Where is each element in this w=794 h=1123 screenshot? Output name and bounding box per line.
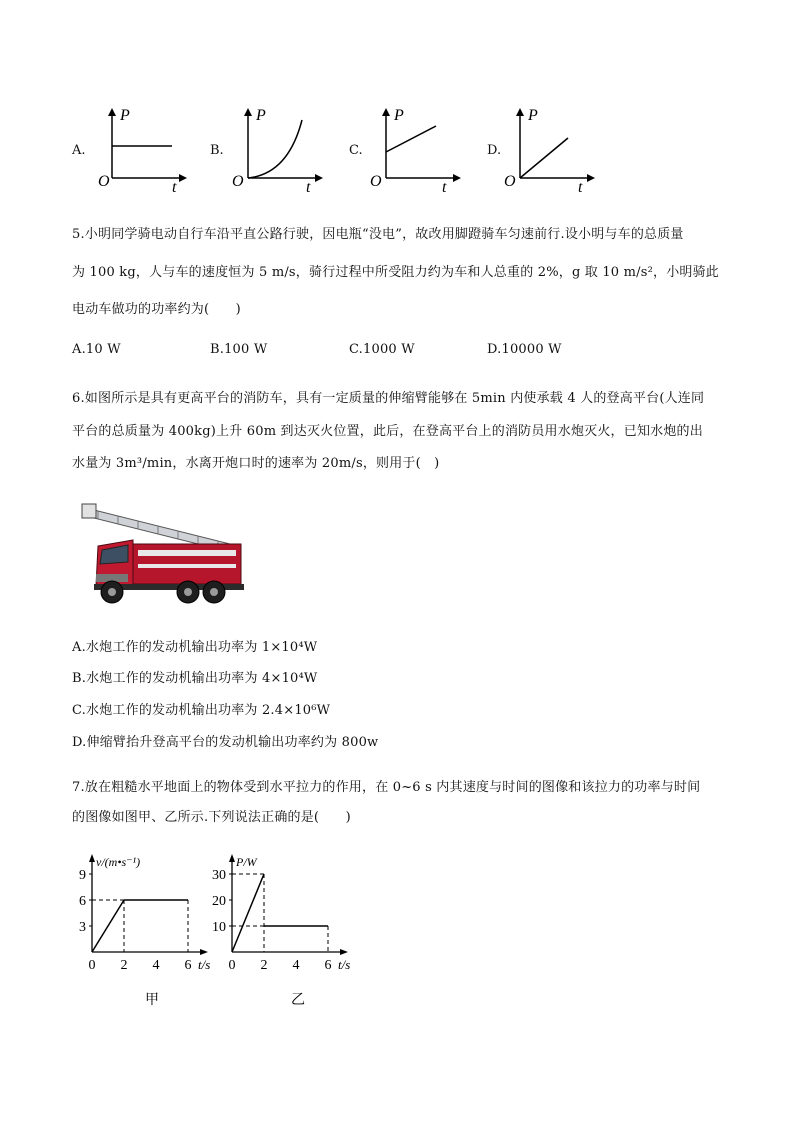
graph-d-curve bbox=[520, 138, 568, 178]
graph-a-xlabel: t bbox=[172, 179, 177, 195]
chart-yi-x-label: t/s bbox=[338, 957, 351, 972]
graph-c bbox=[366, 100, 466, 195]
chart-jia-x-label: t/s bbox=[198, 957, 211, 972]
chart-jia-y-tick-label: 3 bbox=[79, 920, 86, 935]
chart-yi-y-tick-label: 20 bbox=[212, 894, 226, 909]
option-b-label: B. bbox=[210, 143, 224, 158]
chart-yi-y-tick-label: 30 bbox=[212, 868, 226, 883]
graph-c-curve bbox=[386, 126, 436, 152]
q6-line-2: 平台的总质量为 400kg)上升 60m 到达灭火位置，此后，在登高平台上的消防员用水炮灭火，已知水炮的出 bbox=[72, 424, 703, 439]
option-c-label: C. bbox=[349, 143, 363, 158]
graph-b bbox=[228, 100, 328, 195]
graph-d-ylabel: P bbox=[528, 107, 538, 124]
chart-yi-x-tick-label: 2 bbox=[260, 958, 268, 973]
fire-truck-image bbox=[78, 498, 248, 608]
graph-b-ylabel: P bbox=[256, 107, 266, 124]
chart-jia-x-tick-label: 4 bbox=[152, 958, 160, 973]
chart-jia-y-tick-label: 9 bbox=[79, 868, 86, 883]
graph-d bbox=[500, 100, 600, 195]
graph-c-ylabel: P bbox=[394, 107, 404, 124]
graph-b-origin: O bbox=[232, 173, 244, 190]
chart-jia-caption: 甲 bbox=[145, 993, 159, 1008]
chart-yi-x-tick-label: 0 bbox=[228, 958, 236, 973]
chart-yi-caption: 乙 bbox=[291, 993, 305, 1008]
chart-yi-x-tick-label: 6 bbox=[324, 958, 332, 973]
q5-option-a: A.10 W bbox=[72, 342, 121, 357]
graph-c-xlabel: t bbox=[442, 179, 447, 195]
q6-line-3: 水量为 3m³/min，水离开炮口时的速率为 20m/s，则用于( ) bbox=[72, 456, 440, 471]
q7-charts bbox=[60, 848, 370, 1018]
graph-b-curve bbox=[248, 120, 302, 178]
chart-yi-x-tick-label: 4 bbox=[292, 958, 300, 973]
chart-jia-x-arrow bbox=[200, 949, 208, 955]
graph-c-origin: O bbox=[370, 173, 382, 190]
chart-yi-series-rise bbox=[232, 874, 264, 952]
chart-yi-y-label: P/W bbox=[236, 855, 257, 869]
graph-a-ylabel: P bbox=[120, 107, 130, 124]
q5-option-c: C.1000 W bbox=[349, 342, 415, 357]
chart-yi-x-arrow bbox=[340, 949, 348, 955]
option-a-label: A. bbox=[72, 143, 86, 158]
graph-a-origin: O bbox=[98, 173, 110, 190]
q6-line-1: 6.如图所示是具有更高平台的消防车，具有一定质量的伸缩臂能够在 5min 内使承载 4 人的登高平台(人连同 bbox=[72, 391, 705, 406]
option-d-label: D. bbox=[487, 143, 502, 158]
q7-line-1: 7.放在粗糙水平地面上的物体受到水平拉力的作用，在 0~6 s 内其速度与时间的图像和该拉力的功率与时间 bbox=[72, 780, 701, 795]
q7-line-2: 的图像如图甲、乙所示.下列说法正确的是( ) bbox=[72, 810, 351, 825]
q5-line-1: 5.小明同学骑电动自行车沿平直公路行驶，因电瓶“没电”，故改用脚蹬骑车匀速前行.设小明与车的总质量 bbox=[72, 227, 684, 242]
q5-option-d: D.10000 W bbox=[487, 342, 562, 357]
q6-option-c: C.水炮工作的发动机输出功率为 2.4×10⁶W bbox=[72, 703, 331, 718]
chart-yi-y-arrow bbox=[229, 854, 235, 862]
graph-b-xlabel: t bbox=[306, 179, 311, 195]
chart-jia-x-tick-label: 6 bbox=[184, 958, 192, 973]
q5-line-3: 电动车做功的功率约为( ) bbox=[72, 302, 241, 317]
chart-jia-y-tick-label: 6 bbox=[79, 894, 86, 909]
graph-a bbox=[92, 100, 192, 195]
q6-option-d: D.伸缩臂抬升登高平台的发动机输出功率约为 800w bbox=[72, 735, 379, 750]
graph-d-xlabel: t bbox=[578, 179, 583, 195]
chart-jia-y-arrow bbox=[89, 854, 95, 862]
chart-jia-y-label: v/(m•s⁻¹) bbox=[96, 855, 141, 869]
q6-option-a: A.水炮工作的发动机输出功率为 1×10⁴W bbox=[72, 640, 318, 655]
chart-yi-y-tick-label: 10 bbox=[212, 920, 226, 935]
q5-line-2: 为 100 kg，人与车的速度恒为 5 m/s，骑行过程中所受阻力约为车和人总重的 2%，g 取 10 m/s²，小明骑此 bbox=[72, 265, 719, 280]
chart-jia-x-tick-label: 0 bbox=[88, 958, 96, 973]
q5-option-b: B.100 W bbox=[210, 342, 268, 357]
chart-jia-series-rise bbox=[92, 900, 124, 952]
chart-jia-x-tick-label: 2 bbox=[120, 958, 128, 973]
graph-d-origin: O bbox=[504, 173, 516, 190]
q6-option-b: B.水炮工作的发动机输出功率为 4×10⁴W bbox=[72, 671, 318, 686]
